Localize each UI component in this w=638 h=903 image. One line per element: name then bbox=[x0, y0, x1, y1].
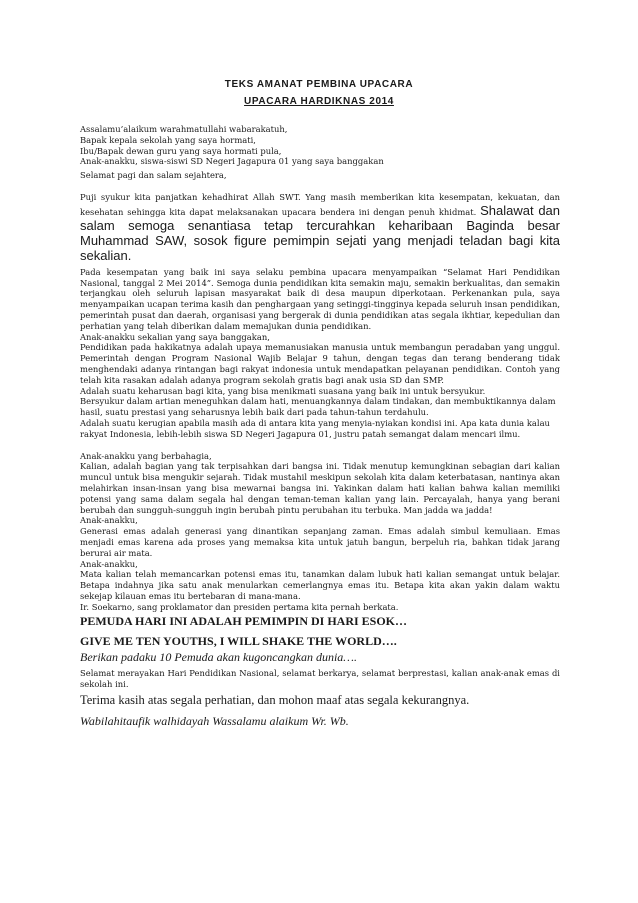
greeting-line: Assalamu’alaikum warahmatullahi wabarakatuh, bbox=[80, 124, 288, 134]
paragraph-shalawat: Shalawat dan salam semoga senantiasa tetap tercurahkan keharibaan Baginda besar Muhammad SAW, sosok figure pemimpin sejati yang menjadi teladan bagi kita sekalian. bbox=[80, 202, 561, 263]
greeting-line: Selamat pagi dan salam sejahtera, bbox=[80, 170, 227, 181]
paragraph-intro: Anak-anakku sekalian yang saya banggakan, bbox=[80, 331, 270, 342]
document-body bbox=[80, 123, 560, 729]
quote-translation: Berikan padaku 10 Pemuda akan kugoncangkan dunia…. bbox=[80, 650, 357, 665]
paragraph-intro: Anak-anakku, bbox=[80, 558, 138, 569]
paragraph-opening bbox=[80, 192, 560, 263]
document-subtitle: UPACARA HARDIKNAS 2014 bbox=[244, 96, 394, 107]
paragraph-intro: Anak-anakku, bbox=[80, 515, 138, 526]
greeting-line: Bapak kepala sekolah yang saya hormati, bbox=[80, 134, 256, 145]
paragraph-potensi: Mata kalian telah memancarkan potensi emas itu, tanamkan dalam lubuk hati kalian semangat untuk belajar. Betapa indahnya jika satu anak menularkan cemerlangnya emas itu. Betapa kita akan yakin dalam waktu sekejap kilauan emas itu bertebaran di mana-mana. bbox=[80, 569, 560, 601]
paragraph-syukur: Adalah suatu keharusan bagi kita, yang bisa menikmati suasana yang baik ini untuk bersyukur. bbox=[80, 385, 486, 396]
closing-salutation: Wabilahitaufik walhidayah Wassalamu alaikum Wr. Wb. bbox=[80, 714, 349, 729]
paragraph-hardiknas: Pada kesempatan yang baik ini saya selaku pembina upacara menyampaikan “Selamat Hari Pendidikan Nasional, tanggal 2 Mei 2014”. Semoga dunia pendidikan kita semakin maju, semakin berkualitas, dan semakin terjangkau oleh seluruh lapisan masyarakat baik di desa maupun diperkotaan. Perkenankan pula, saya menyampaikan ucapan terima kasih dan penghargaan yang setinggi-tingginya kepada seluruh insan pendidikan, pemerintah pusat dan daerah, organisasi yang bergerak di dunia pendidikan atas segala ikhtiar, kepedulian dan perhatian yang telah diberikan dalam memajukan dunia pendidikan. bbox=[80, 266, 560, 331]
greeting-line: Anak-anakku, siswa-siswi SD Negeri Jagapura 01 yang saya banggakan bbox=[80, 156, 384, 167]
paragraph-pendidikan: Pendidikan pada hakikatnya adalah upaya memanusiakan manusia untuk membangun peradaban yang unggul. Pemerintah dengan Program Nasional Wajib Belajar 9 tahun, dengan tegas dan terang benderang tidak menghendaki adanya rintangan bagi rakyat indonesia untuk mendapatkan pelayanan pendidikan. Contoh yang telah kita rasakan adalah adanya program sekolah gratis bagi anak usia SD dan SMP. bbox=[80, 342, 560, 385]
paragraph-bersyukur: Bersyukur dalam artian meneguhkan dalam hati, menuangkannya dalam tindakan, dan membuktikannya dalam hasil, suatu prestasi yang seharusnya lebih baik dari pada tahun-tahun terdahulu. bbox=[80, 396, 556, 418]
paragraph-generasi-emas: Generasi emas adalah generasi yang dinantikan sepanjang zaman. Emas adalah simbul kemuliaan. Emas menjadi emas karena ada proses yang memaksa kita untuk jatuh bangun, berpeluh ria, bahkan tidak jarang berurai air mata. bbox=[80, 526, 560, 558]
greeting-line: Ibu/Bapak dewan guru yang saya hormati pula, bbox=[80, 145, 282, 156]
paragraph-closing: Selamat merayakan Hari Pendidikan Nasional, selamat berkarya, selamat berprestasi, kalian anak-anak emas di sekolah ini. bbox=[80, 668, 560, 690]
paragraph-kerugian: Adalah suatu kerugian apabila masih ada di antara kita yang menyia-nyiakan kondisi ini. Apa kata dunia kalau rakyat Indonesia, lebih-lebih siswa SD Negeri Jagapura 01, justru patah semangat dalam mencari ilmu. bbox=[80, 417, 550, 439]
document-title: TEKS AMANAT PEMBINA UPACARA bbox=[224, 79, 414, 90]
quote-heading-english: GIVE ME TEN YOUTHS, I WILL SHAKE THE WORLD…. bbox=[80, 634, 397, 649]
quote-heading: PEMUDA HARI INI ADALAH PEMIMPIN DI HARI ESOK… bbox=[80, 614, 408, 629]
quote-attribution: Ir. Soekarno, sang proklamator dan presiden pertama kita pernah berkata. bbox=[80, 601, 399, 612]
paragraph-opening-text: Puji syukur kita panjatkan kehadhirat Allah SWT. Yang masih memberikan kita kesempatan, kekuatan, dan kesehatan sehingga kita dapat melaksanakan upacara bendera ini dengan penuh khidmat. bbox=[80, 191, 560, 217]
closing-thanks: Terima kasih atas segala perhatian, dan mohon maaf atas segala kekurangnya. bbox=[80, 693, 470, 708]
paragraph-intro: Anak-anakku yang berbahagia, bbox=[80, 450, 212, 461]
paragraph-bangsa: Kalian, adalah bagian yang tak terpisahkan dari bangsa ini. Tidak menutup kemungkinan sebagian dari kalian muncul untuk bisa mengukir sejarah. Tidak mustahil meskipun sekolah kita dalam keterbatasan, nantinya akan melahirkan insan-insan yang bisa mewarnai bangsa ini. Yakinkan dalam hati kalian bahwa kalian memiliki potensi yang sama dalam segala hal dengan teman-teman kalian yang lain. Percayalah, hanya yang berani berubah dan sungguh-sungguh ingin berubah pintu perubahan itu terbuka. Man jadda wa jadda! bbox=[80, 461, 560, 515]
